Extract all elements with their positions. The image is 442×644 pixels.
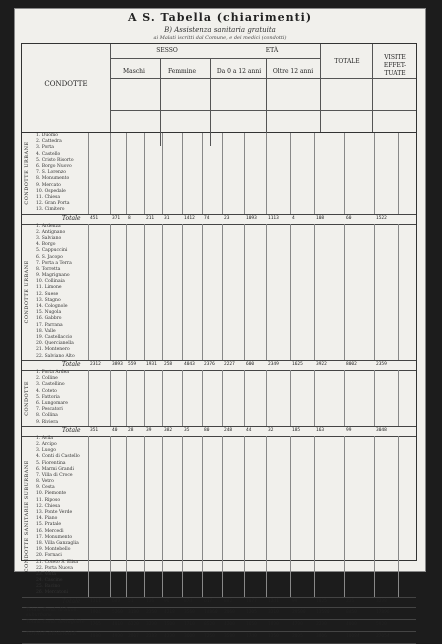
group-label: CONDOTTE SANITARIE SUBURBANE — [24, 460, 30, 573]
total-value: 371 — [112, 215, 121, 221]
row-names — [36, 224, 86, 360]
total-value: 3893 — [112, 362, 123, 367]
summary-value: 1350 — [268, 634, 279, 639]
total-label: Totale — [62, 214, 81, 222]
total-value: 74 — [204, 215, 210, 221]
row-names — [36, 370, 86, 426]
row-group-2 — [22, 224, 416, 361]
row-name: 9. Cesta — [36, 485, 55, 491]
total-value: 2312 — [90, 362, 101, 367]
row-name: 25. Bacino — [36, 584, 61, 590]
row-name: 7. S. Lorenzo — [36, 170, 66, 176]
row-name: 9. Riviera — [36, 419, 59, 425]
summary-label: TOTALE GENERALE — [26, 632, 77, 637]
header-totale: TOTALE — [334, 58, 360, 65]
row-name: 12. Gran Porta — [36, 201, 70, 207]
row-name: 5. Cristo Risorto — [36, 157, 74, 163]
row-name: 17. Parrana — [36, 322, 63, 328]
row-name: 18. Valle — [36, 328, 56, 334]
header-maschi: Maschi — [123, 68, 145, 75]
total-value: 235 — [346, 599, 355, 604]
total-value: 80 — [204, 427, 210, 433]
total-value: 163 — [316, 427, 325, 433]
row-name: 19. Montebello — [36, 547, 71, 553]
total-value: 1931 — [146, 362, 157, 367]
row-name: 7. Porta a Terra — [36, 260, 72, 266]
total-value: 32 — [268, 427, 274, 433]
total-value: 60 — [346, 215, 352, 221]
row-name: 13. Ponte Verde — [36, 510, 73, 516]
total-value: 211 — [146, 215, 155, 221]
row-name: 2. Antignano — [36, 229, 66, 235]
summary-value: 2095 — [292, 634, 303, 639]
row-name: 11. Limone — [36, 285, 62, 291]
total-value: 44 — [246, 427, 252, 433]
total-value: 39 — [146, 427, 152, 433]
row-name: 9. Mercato — [36, 182, 61, 188]
total-value: 1077 — [246, 599, 257, 604]
total-label: Totale — [62, 598, 81, 605]
summary-value: 3806 — [316, 634, 327, 639]
total-value: 8 — [128, 215, 131, 221]
summary-label: Totale Cond. di Suon. suburbane — [26, 608, 79, 618]
row-names — [36, 436, 86, 597]
total-value: 99 — [292, 599, 298, 604]
total-value: 617 — [204, 599, 213, 604]
total-value: 600 — [246, 362, 255, 367]
row-name: 16. Gabbro — [36, 316, 62, 322]
table-body — [21, 133, 417, 639]
total-value: 1025 — [316, 599, 327, 604]
header-femmine: Femmine — [167, 68, 197, 75]
header-eta: ETÀ — [265, 47, 279, 54]
row-name: 20. Fornaci — [36, 553, 62, 559]
total-value: 4 — [292, 215, 295, 221]
document-page — [14, 8, 426, 639]
row-name: 4. Castello — [36, 151, 61, 157]
row-name: 8. Collina — [36, 413, 58, 419]
row-name: 7. Pescatori — [36, 407, 63, 413]
header-age-2: Oltre 12 anni — [272, 68, 314, 75]
total-value: 451 — [90, 215, 99, 221]
total-value: 842 — [224, 599, 233, 604]
summary-value: 1710 — [184, 622, 195, 627]
group-label: CONDOTTE URBANE — [24, 141, 30, 205]
row-name: 10. Piemonte — [36, 491, 67, 497]
summary-value: 3180 — [128, 610, 139, 615]
header-condotte: CONDOTTE — [44, 80, 88, 88]
total-value: 1412 — [184, 215, 195, 221]
row-name: 4. Borgo — [36, 242, 56, 248]
row-name: 20. Quercianella — [36, 341, 74, 347]
summary-value: 1765 — [90, 622, 101, 627]
total-value: 40 — [112, 427, 118, 433]
total-value: 35 — [184, 427, 190, 433]
row-name: 2. Colline — [36, 376, 58, 382]
total-value: 2349 — [268, 362, 279, 367]
total-label: Totale — [62, 426, 81, 434]
table-subtitle: B) Assistenza sanitaria gratuita — [164, 26, 276, 34]
total-value: 258 — [164, 362, 173, 367]
summary-label: Totale Cond. dettagliate — [26, 620, 85, 625]
row-name: 15. Pratale — [36, 522, 62, 528]
row-name: 5. Cappuccini — [36, 248, 68, 254]
summary-value: 4330 — [164, 634, 175, 639]
row-name: 22. Salviano Alto — [36, 353, 75, 359]
summary-value: 2230 — [316, 622, 327, 627]
row-name: 2. Cattedra — [36, 139, 62, 145]
total-value: 185 — [292, 427, 301, 433]
row-name: 10. Collinaia — [36, 279, 65, 285]
page-title: A S. Tabella (chiarimenti) — [127, 11, 313, 24]
row-name: 5. Fiorentina — [36, 460, 66, 466]
row-name: 14. Colognole — [36, 304, 68, 310]
total-value: 3298 — [376, 599, 387, 604]
row-name: 18. Villa Ganzaglia — [36, 540, 79, 546]
total-value: 1093 — [246, 215, 257, 221]
row-name: 5. Fattoria — [36, 394, 60, 400]
row-name: 3. Porta — [36, 145, 54, 151]
summary-value: 1500 — [164, 622, 175, 627]
summary-value: 4218 — [164, 610, 175, 615]
total-value: 31 — [164, 215, 170, 221]
row-name: 3. Luogo — [36, 448, 56, 454]
summary-value: 4990 — [112, 634, 123, 639]
total-value: 23 — [224, 215, 230, 221]
row-name: 13. Cimitero — [36, 207, 65, 213]
summary-value: 14860 — [204, 610, 218, 615]
total-value: 2227 — [224, 362, 235, 367]
total-value: 1241 — [268, 599, 279, 604]
total-value: 1522 — [376, 215, 387, 221]
summary-value: 4080 — [90, 634, 101, 639]
summary-row — [22, 631, 416, 644]
summary-value: 27054 — [376, 634, 390, 639]
row-name: 16. Mercedi — [36, 528, 64, 534]
row-name: 24. Cascine — [36, 578, 63, 584]
summary-value: 5920 — [376, 622, 387, 627]
row-name: 2. Arcipo — [36, 441, 57, 447]
summary-value: 1740 — [246, 634, 257, 639]
row-group-1 — [22, 133, 416, 215]
row-name: 10. Ospedale — [36, 188, 66, 194]
total-value: 382 — [164, 427, 173, 433]
row-name: 3. Salviano — [36, 235, 62, 241]
header-age-1: Da 0 a 12 anni — [216, 68, 262, 75]
total-value: 28 — [128, 427, 134, 433]
row-names — [36, 133, 86, 213]
total-value: 3922 — [316, 362, 327, 367]
header-sesso: SESSO — [156, 47, 178, 54]
total-value: 2376 — [204, 362, 215, 367]
total-value: 4043 — [184, 362, 195, 367]
row-group-4 — [22, 436, 416, 598]
row-name: 6. Lungomare — [36, 400, 68, 406]
summary-value: 3290 — [146, 622, 157, 627]
row-name: 4. Coteto — [36, 388, 57, 394]
row-name: 1. Porta Ardea — [36, 370, 69, 375]
row-name: 6. Marmi Grandi — [36, 466, 74, 472]
summary-value: 1804 — [90, 610, 101, 615]
summary-value: 10084 — [346, 634, 360, 639]
total-value: 1311 — [90, 599, 101, 604]
row-name: 8. Vetro — [36, 479, 54, 485]
total-value: 248 — [224, 427, 233, 433]
row-name: 1. Duomo — [36, 133, 58, 138]
summary-value: 4200 — [224, 622, 235, 627]
summary-value: 7250 — [204, 634, 215, 639]
summary-value: 4000 — [346, 622, 357, 627]
summary-value: 8450 — [346, 610, 357, 615]
summary-value: 17896 — [376, 610, 390, 615]
row-name: 6. Borgo Nuovo — [36, 163, 72, 169]
table-header — [21, 43, 417, 133]
total-value: 51 — [128, 599, 134, 604]
row-name: 8. Monumento — [36, 176, 70, 182]
row-name: 6. S. Jacopo — [36, 254, 63, 260]
summary-value: 5260 — [112, 610, 123, 615]
row-name: 11. Chiesa — [36, 194, 61, 200]
total-value: 99 — [346, 427, 352, 433]
row-name: 1. Ardenza — [36, 223, 61, 229]
total-value: 108 — [316, 215, 325, 221]
row-name: 22. Porta Nuova — [36, 565, 73, 571]
summary-value: 3560 — [184, 610, 195, 615]
row-name: 21. Coteto S. Elisa — [36, 559, 79, 565]
summary-value: 6320 — [128, 622, 139, 627]
row-name: 12. Chiesa — [36, 503, 61, 509]
row-name: 12. Suese — [36, 291, 59, 297]
total-value: 559 — [128, 362, 137, 367]
total-value: 1113 — [268, 215, 279, 221]
total-value: 351 — [90, 427, 99, 433]
summary-value: 1650 — [246, 622, 257, 627]
summary-value: 1205 — [246, 610, 257, 615]
total-value: 136 — [146, 599, 155, 604]
table-subtitle-2: ai Malati iscritti dal Comune, e dei medici (condotti) — [153, 35, 287, 41]
row-name: 15. Nugola — [36, 310, 62, 316]
row-name: 23. Volta — [36, 571, 57, 577]
header-visite: VISITE EFFET-TUATE — [383, 54, 407, 77]
summary-value: 4790 — [292, 622, 303, 627]
group-label: CONDOTTE URBANE — [24, 260, 30, 324]
total-value: 643 — [112, 599, 121, 604]
summary-value: 3310 — [268, 610, 279, 615]
total-value: 2359 — [376, 362, 387, 367]
row-name: 9. Magrignano — [36, 273, 70, 279]
row-name: 21. Montenero — [36, 347, 70, 353]
summary-value: 3580 — [224, 634, 235, 639]
total-value: 1625 — [292, 362, 303, 367]
row-name: 26. Mercatoni — [36, 590, 69, 596]
summary-value: 2350 — [146, 610, 157, 615]
total-value: 8002 — [346, 362, 357, 367]
summary-value: 13580 — [316, 610, 330, 615]
row-name: 8. Torretta — [36, 266, 61, 272]
row-name: 17. Monumento — [36, 534, 73, 540]
row-name: 1. Avila — [36, 435, 53, 441]
total-label: Totale — [62, 361, 81, 368]
total-value: 3048 — [376, 427, 387, 433]
summary-value: 3600 — [184, 634, 195, 639]
summary-value: 8520 — [204, 622, 215, 627]
group-label: CONDOTTE — [24, 380, 30, 416]
summary-value: 2060 — [224, 610, 235, 615]
total-value: 96 — [164, 599, 170, 604]
row-name: 4. Conti di Castello — [36, 454, 80, 460]
summary-value: 2807 — [128, 634, 139, 639]
summary-value: 29500 — [292, 610, 306, 615]
row-name: 19. Castellaccio — [36, 334, 73, 340]
row-name: 3. Castellino — [36, 382, 65, 388]
row-name: 7. Villa di Croce — [36, 472, 73, 478]
row-name: 11. Riposo — [36, 497, 61, 503]
summary-value: 2383 — [146, 634, 157, 639]
row-name: 14. Piano — [36, 516, 58, 522]
summary-value: 4010 — [112, 622, 123, 627]
summary-value: 1890 — [268, 622, 279, 627]
row-name: 13. Stagno — [36, 297, 61, 303]
total-value: 874 — [184, 599, 193, 604]
row-group-3 — [22, 370, 416, 427]
